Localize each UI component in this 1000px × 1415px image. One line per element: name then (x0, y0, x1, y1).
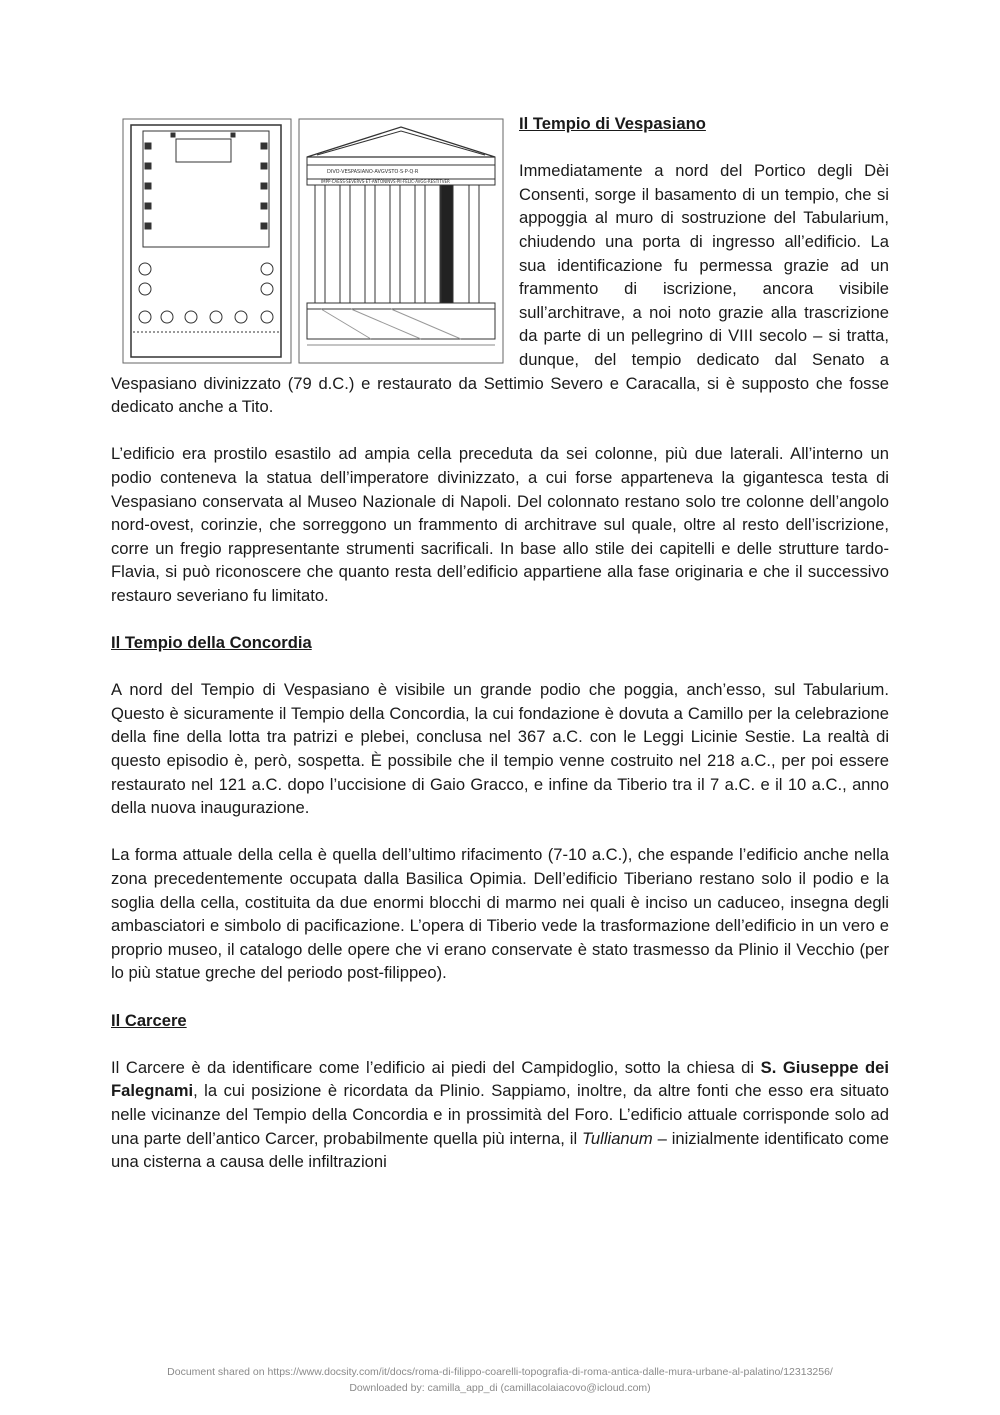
paragraph: L’edificio era prostilo esastilo ad ampia cella preceduta da sei colonne, più due laterali. All’interno un podio conteneva la statua dell’imperatore divinizzato, a cui forse apparteneva la gigantesca testa di Vespasiano conservata al Museo Nazionale di Napoli. Del colonnato restano solo tre colonne dell’angolo nord-ovest, corinzie, che sorreggono un frammento di architrave sul quale, oltre al resto dell’iscrizione, corre un fregio rappresentante strumenti sacrificali. In base allo stile dei capitelli e delle strutture tardo-Flavia, si può riconoscere che quanto resta dell’edificio appartiene alla fase originaria e che il successivo restauro severiano fu limitato. (111, 444, 889, 605)
text-run: – inizialmente identificato come una cisterna a causa delle infiltrazioni (111, 1128, 889, 1172)
paragraph: La forma attuale della cella è quella dell’ultimo rifacimento (7-10 a.C.), che espande l’edificio anche nella zona precedentemente occupata dalla Basilica Opimia. Dell’edificio Tiberiano restano solo il podio e la soglia della cella, costituita da due enormi blocchi di marmo nei quali è inciso un caduceo, insegna degli ambasciatori e simbolo di pacificazione. L’opera di Tiberio vede la trasformazione dell’edificio in un vero e proprio museo, il catalogo delle opere che vi erano conservate è stato trasmesso da Plinio il Vecchio (per lo più statue greche del periodo post-filippeo). (111, 845, 889, 983)
footer-shared-url: Document shared on https://www.docsity.com/it/docs/roma-di-filippo-coarelli-topografia-di-roma-antica-dalle-mura-urbane-al-palatino/12313256/ (167, 1366, 833, 1378)
temple-figure (121, 117, 505, 371)
text-run: , la cui posizione è ricordata da Plinio. Sappiamo, inoltre, da altre fonti che esso era situato nelle vicinanze del Tempio della Concordia e in prossimità del Foro. L’edificio attuale corrisponde solo ad una parte dell’antico Carcer, probabilmente quella più interna, il (111, 1081, 889, 1148)
paragraph: Immediatamente a nord del Portico degli Dèi Consenti, sorge il basamento di un tempio, che si appoggia al muro di sostruzione del Tabularium, chiudendo una porta di ingresso all’edificio. La sua identificazione fu permessa grazie ad un frammento di iscrizione, ancora visibile sull’architrave, a noi noto grazie alla trascrizione da parte di un pellegrino di VIII secolo – si tratta, dunque, del tempio dedicato dal Senato a Vespasiano divinizzato (79 d.C.) e restaurato da Settimio Severo e Caracalla, si è supposto che fosse dedicato anche a Tito. (111, 161, 889, 417)
footer-downloaded-by: Downloaded by: camilla_app_di (camillacolaiacovo@icloud.com) (349, 1382, 651, 1394)
paragraph (111, 1056, 889, 1174)
text-run: Il Carcere è da identificare come l’edificio ai piedi del Campidoglio, sotto la chiesa di (111, 1057, 761, 1077)
bold-text: S. Giuseppe dei Falegnami (111, 1057, 889, 1101)
temple-drawing-image (121, 117, 505, 371)
paragraph: A nord del Tempio di Vespasiano è visibile un grande podio che poggia, anch’esso, sul Tabularium. Questo è sicuramente il Tempio della Concordia, la cui fondazione è dovuta a Camillo per la celebrazione della fine della lotta tra patrizi e plebei, conclusa nel 367 a.C. con le Leggi Licinie Sestie. La realtà di questo episodio è, però, sospetta. È possibile che il tempio venne costruito nel 218 a.C., per poi essere restaurato nel 121 a.C. dopo l’uccisione di Gaio Gracco, e infine da Tiberio tra il 7 a.C. e il 10 a.C., anno della nuova inaugurazione. (111, 680, 889, 818)
document-page (111, 112, 889, 1197)
plan-drawing (123, 119, 291, 363)
section-title-carcere: Il Carcere (111, 1010, 187, 1030)
section-title-concordia: Il Tempio della Concordia (111, 633, 312, 653)
elevation-inscription-2: IMPP·CAESS·SEVERVS·ET·ANTONINVS·PII·FELIC·AVGG·RESTITVER (321, 179, 450, 184)
italic-text: Tullianum (582, 1128, 653, 1148)
elevation-inscription-1: DIVO·VESPASIANO·AVGVSTO·S·P·Q·R (327, 169, 419, 175)
section-title-vespasiano: Il Tempio di Vespasiano (519, 114, 706, 133)
elevation-drawing (299, 119, 503, 363)
